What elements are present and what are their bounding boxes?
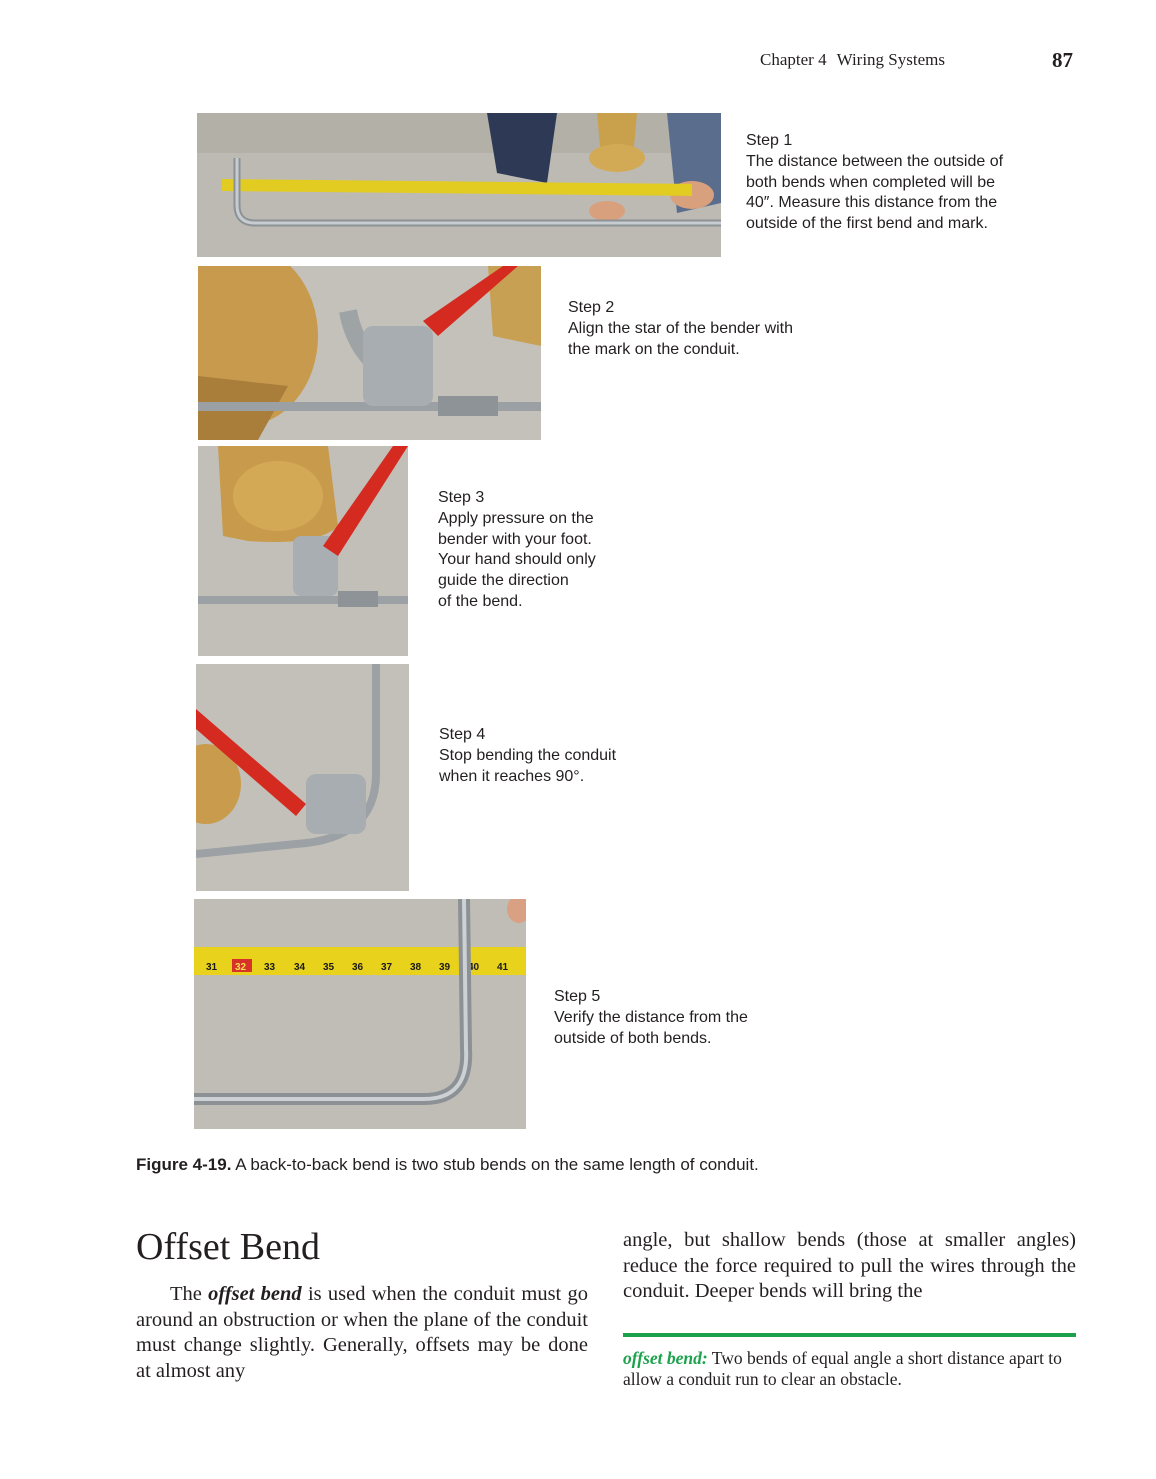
tape-number: 36	[352, 962, 364, 973]
figure-caption-text: A back-to-back bend is two stub bends on the same length of conduit.	[235, 1155, 759, 1174]
tape-number: 40	[468, 962, 480, 973]
left-column-paragraph	[136, 1282, 588, 1384]
chapter-label: Chapter 4	[760, 50, 827, 69]
definition-text: Two bends of equal angle a short distance apart to allow a conduit run to clear an obstacle.	[623, 1348, 1062, 1389]
definition-rule	[623, 1333, 1076, 1337]
running-head	[760, 50, 945, 70]
step-1-line: both bends when completed will be	[746, 173, 996, 191]
glossary-definition	[623, 1348, 1083, 1389]
step-5-photo	[194, 899, 526, 1129]
step-4-caption	[439, 725, 616, 787]
step-1-line: outside of the first bend and mark.	[746, 215, 988, 233]
step-3-photo	[198, 446, 408, 656]
step-4-photo	[196, 664, 409, 891]
step-3-line: Apply pressure on the	[438, 509, 594, 527]
step-5-line: Verify the distance from the	[554, 1008, 748, 1026]
step-3-caption	[438, 488, 596, 613]
figure-caption	[136, 1155, 759, 1175]
step-3-line: bender with your foot.	[438, 530, 592, 548]
para-start: The	[170, 1283, 202, 1305]
tape-number: 39	[439, 962, 451, 973]
step-2-line: Align the star of the bender with	[568, 319, 794, 337]
step-5-caption	[554, 987, 748, 1049]
section-title: Offset Bend	[136, 1226, 320, 1268]
chapter-title: Wiring Systems	[836, 50, 945, 69]
step-4-line: when it reaches 90°.	[439, 767, 585, 785]
step-5-line: outside of both bends.	[554, 1029, 712, 1047]
step-1-title: Step 1	[746, 132, 793, 149]
step-2-caption	[568, 298, 793, 360]
step-2-line: the mark on the conduit.	[568, 340, 740, 358]
definition-term: offset bend:	[623, 1348, 708, 1368]
step-1-line: 40″. Measure this distance from the	[746, 194, 998, 212]
tape-number: 38	[410, 962, 422, 973]
figure-label: Figure 4-19.	[136, 1155, 232, 1174]
step-2-title: Step 2	[568, 299, 615, 316]
page-number: 87	[1052, 48, 1073, 72]
step-5-title: Step 5	[554, 988, 601, 1005]
step-1-photo	[197, 113, 721, 257]
tape-number: 37	[381, 962, 393, 973]
tape-number: 41	[497, 962, 509, 973]
step-3-title: Step 3	[438, 489, 485, 506]
step-3-line: guide the direction	[438, 572, 569, 590]
tape-number: 35	[323, 962, 335, 973]
step-3-line: Your hand should only	[438, 551, 596, 569]
offset-bend-term: offset bend	[208, 1283, 302, 1305]
para-rest: is used when the conduit must go around an obstruction or when the plane of the conduit must change slightly. Generally, offsets may be done at almost any	[136, 1283, 588, 1382]
tape-number: 34	[294, 962, 306, 973]
tape-number: 32	[235, 962, 247, 973]
step-1-line: The distance between the outside of	[746, 152, 1004, 170]
step-4-line: Stop bending the conduit	[439, 746, 617, 764]
tape-number: 31	[206, 962, 218, 973]
step-1-caption	[746, 131, 1003, 235]
step-3-line: of the bend.	[438, 592, 523, 610]
step-2-photo	[198, 266, 541, 440]
tape-number: 33	[264, 962, 276, 973]
right-column-paragraph: angle, but shallow bends (those at smaller angles) reduce the force required to pull the wires through the conduit. Deeper bends will bring the	[623, 1229, 1076, 1303]
step-4-title: Step 4	[439, 726, 486, 743]
